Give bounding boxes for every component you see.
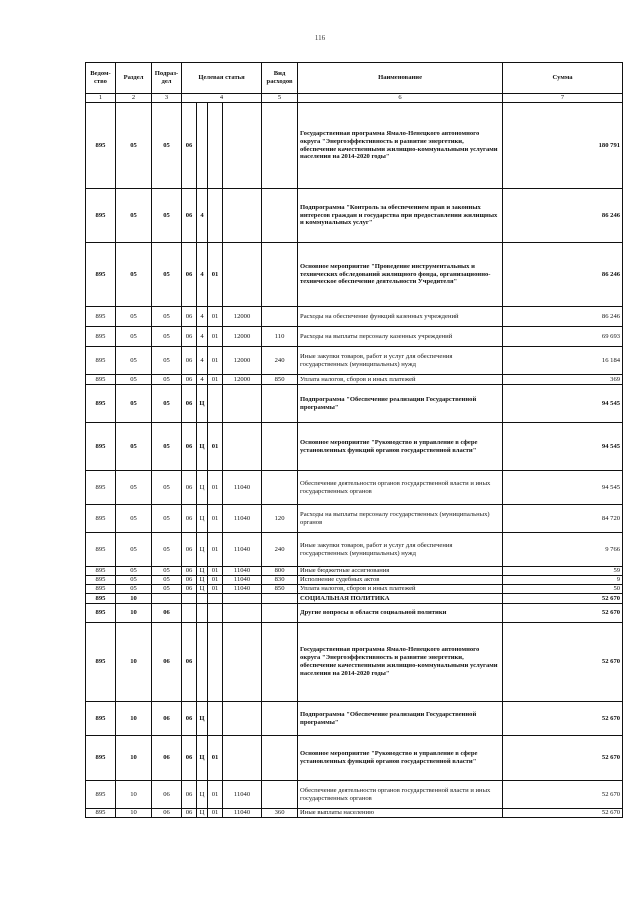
- cell-summa: 52 670: [503, 736, 623, 781]
- cell-razdel: 05: [116, 375, 152, 385]
- cell-target-program: 06: [182, 307, 197, 327]
- table-row: [86, 594, 623, 604]
- cell-podrazdel: 06: [152, 809, 182, 818]
- cell-summa: 52 670: [503, 809, 623, 818]
- cell-target-program: 06: [182, 702, 197, 736]
- cell-target-subprogram: Ц: [197, 505, 208, 533]
- cell-razdel: 05: [116, 347, 152, 375]
- cell-target-program: 06: [182, 576, 197, 585]
- cell-vedomstvo: 895: [86, 809, 116, 818]
- cell-podrazdel: 05: [152, 533, 182, 567]
- column-number: 1: [86, 94, 116, 103]
- cell-vedomstvo: 895: [86, 471, 116, 505]
- cell-target-subprogram: Ц: [197, 736, 208, 781]
- column-number: 6: [298, 94, 503, 103]
- table-row: [86, 809, 623, 818]
- cell-target-direction: 12000: [223, 307, 262, 327]
- cell-target-activity: 01: [208, 781, 223, 809]
- cell-target-program: [182, 604, 197, 623]
- column-number: 3: [152, 94, 182, 103]
- cell-vid-rashodov: [262, 385, 298, 423]
- cell-podrazdel: 06: [152, 736, 182, 781]
- cell-podrazdel: 05: [152, 585, 182, 594]
- cell-naimenovanie: Подпрограмма "Обеспечение реализации Государственной программы": [298, 702, 503, 736]
- cell-razdel: 05: [116, 189, 152, 243]
- cell-target-subprogram: Ц: [197, 471, 208, 505]
- cell-vedomstvo: 895: [86, 533, 116, 567]
- cell-target-activity: [208, 702, 223, 736]
- cell-vid-rashodov: [262, 103, 298, 189]
- page-number: 116: [314, 34, 326, 42]
- cell-target-activity: [208, 623, 223, 702]
- cell-summa: 180 791: [503, 103, 623, 189]
- table-row: [86, 736, 623, 781]
- cell-vedomstvo: 895: [86, 594, 116, 604]
- cell-razdel: 10: [116, 623, 152, 702]
- cell-target-direction: [223, 594, 262, 604]
- cell-vedomstvo: 895: [86, 375, 116, 385]
- cell-summa: 86 246: [503, 307, 623, 327]
- column-number: 5: [262, 94, 298, 103]
- header-summa: Сумма: [503, 63, 623, 94]
- cell-vedomstvo: 895: [86, 103, 116, 189]
- cell-vid-rashodov: 800: [262, 567, 298, 576]
- table-row: [86, 471, 623, 505]
- cell-vedomstvo: 895: [86, 423, 116, 471]
- cell-target-program: 06: [182, 385, 197, 423]
- table-row: [86, 623, 623, 702]
- header-celevaya-statya: Целевая статья: [182, 63, 262, 94]
- cell-target-subprogram: Ц: [197, 809, 208, 818]
- table-row: [86, 533, 623, 567]
- cell-razdel: 05: [116, 307, 152, 327]
- cell-target-subprogram: [197, 623, 208, 702]
- table-row: [86, 327, 623, 347]
- cell-vedomstvo: 895: [86, 702, 116, 736]
- cell-razdel: 05: [116, 576, 152, 585]
- cell-target-activity: 01: [208, 471, 223, 505]
- cell-target-activity: 01: [208, 533, 223, 567]
- cell-vid-rashodov: [262, 243, 298, 307]
- cell-razdel: 05: [116, 533, 152, 567]
- cell-naimenovanie: Уплата налогов, сборов и иных платежей: [298, 585, 503, 594]
- cell-target-direction: 11040: [223, 533, 262, 567]
- cell-naimenovanie: Иные бюджетные ассигнования: [298, 567, 503, 576]
- cell-target-activity: 01: [208, 505, 223, 533]
- cell-target-subprogram: Ц: [197, 702, 208, 736]
- cell-summa: 9 766: [503, 533, 623, 567]
- cell-target-activity: 01: [208, 585, 223, 594]
- cell-target-program: 06: [182, 585, 197, 594]
- cell-podrazdel: 05: [152, 505, 182, 533]
- cell-razdel: 10: [116, 736, 152, 781]
- cell-naimenovanie: Иные выплаты населению: [298, 809, 503, 818]
- cell-target-direction: [223, 702, 262, 736]
- table-row: [86, 307, 623, 327]
- cell-target-activity: [208, 385, 223, 423]
- cell-target-direction: 11040: [223, 471, 262, 505]
- cell-target-activity: [208, 604, 223, 623]
- cell-razdel: 05: [116, 385, 152, 423]
- cell-target-activity: 01: [208, 567, 223, 576]
- cell-vedomstvo: 895: [86, 327, 116, 347]
- cell-target-direction: 11040: [223, 809, 262, 818]
- cell-target-activity: [208, 103, 223, 189]
- table-row: [86, 375, 623, 385]
- cell-razdel: 05: [116, 423, 152, 471]
- cell-target-subprogram: Ц: [197, 423, 208, 471]
- cell-vid-rashodov: [262, 736, 298, 781]
- cell-podrazdel: 06: [152, 781, 182, 809]
- cell-target-program: 06: [182, 736, 197, 781]
- cell-target-direction: 12000: [223, 347, 262, 375]
- header-naimenovanie: Наименование: [298, 63, 503, 94]
- cell-naimenovanie: Подпрограмма "Контроль за обеспечением прав и законных интересов граждан и государства при предоставлении жилищных и коммунальных услуг": [298, 189, 503, 243]
- cell-podrazdel: 05: [152, 471, 182, 505]
- cell-target-program: 06: [182, 327, 197, 347]
- cell-target-program: 06: [182, 781, 197, 809]
- table-row: [86, 702, 623, 736]
- cell-target-program: 06: [182, 567, 197, 576]
- table-row: [86, 576, 623, 585]
- cell-vid-rashodov: 850: [262, 375, 298, 385]
- cell-target-program: 06: [182, 189, 197, 243]
- header-razdel: Раздел: [116, 63, 152, 94]
- table-row: [86, 103, 623, 189]
- cell-vid-rashodov: [262, 604, 298, 623]
- cell-target-direction: 12000: [223, 327, 262, 347]
- cell-target-direction: [223, 423, 262, 471]
- cell-vedomstvo: 895: [86, 307, 116, 327]
- cell-target-subprogram: 4: [197, 375, 208, 385]
- cell-target-direction: 11040: [223, 567, 262, 576]
- cell-target-program: 06: [182, 103, 197, 189]
- cell-vid-rashodov: [262, 623, 298, 702]
- cell-summa: 84 720: [503, 505, 623, 533]
- cell-target-program: 06: [182, 423, 197, 471]
- column-number: 7: [503, 94, 623, 103]
- cell-naimenovanie: Расходы на обеспечение функций казенных учреждений: [298, 307, 503, 327]
- cell-podrazdel: 06: [152, 702, 182, 736]
- cell-razdel: 05: [116, 505, 152, 533]
- cell-target-subprogram: 4: [197, 347, 208, 375]
- cell-summa: 52 670: [503, 781, 623, 809]
- cell-target-direction: 11040: [223, 585, 262, 594]
- table-row: [86, 505, 623, 533]
- table-row: [86, 385, 623, 423]
- cell-summa: 52 670: [503, 623, 623, 702]
- header-vid-rashodov: Вид расходов: [262, 63, 298, 94]
- cell-vid-rashodov: 360: [262, 809, 298, 818]
- cell-vedomstvo: 895: [86, 567, 116, 576]
- cell-summa: 50: [503, 585, 623, 594]
- cell-razdel: 05: [116, 567, 152, 576]
- cell-vid-rashodov: 110: [262, 327, 298, 347]
- cell-target-activity: 01: [208, 327, 223, 347]
- cell-target-activity: [208, 189, 223, 243]
- table-row: [86, 243, 623, 307]
- table-row: [86, 781, 623, 809]
- cell-vid-rashodov: 240: [262, 347, 298, 375]
- cell-podrazdel: 05: [152, 423, 182, 471]
- cell-vedomstvo: 895: [86, 604, 116, 623]
- cell-target-program: 06: [182, 471, 197, 505]
- cell-target-activity: 01: [208, 736, 223, 781]
- cell-target-program: 06: [182, 243, 197, 307]
- cell-target-program: [182, 594, 197, 604]
- cell-target-direction: 11040: [223, 576, 262, 585]
- cell-summa: 369: [503, 375, 623, 385]
- cell-razdel: 05: [116, 327, 152, 347]
- cell-target-activity: 01: [208, 307, 223, 327]
- budget-table: [85, 62, 623, 818]
- cell-podrazdel: 05: [152, 567, 182, 576]
- cell-summa: 94 545: [503, 471, 623, 505]
- cell-vedomstvo: 895: [86, 505, 116, 533]
- cell-razdel: 10: [116, 594, 152, 604]
- cell-target-subprogram: Ц: [197, 567, 208, 576]
- cell-naimenovanie: Иные закупки товаров, работ и услуг для обеспечения государственных (муниципальных) нужд: [298, 347, 503, 375]
- cell-naimenovanie: Исполнение судебных актов: [298, 576, 503, 585]
- cell-vid-rashodov: [262, 702, 298, 736]
- cell-summa: 94 545: [503, 423, 623, 471]
- table-row: [86, 347, 623, 375]
- cell-target-program: 06: [182, 347, 197, 375]
- cell-vedomstvo: 895: [86, 243, 116, 307]
- cell-target-subprogram: Ц: [197, 781, 208, 809]
- table-row: [86, 585, 623, 594]
- cell-target-activity: 01: [208, 809, 223, 818]
- cell-target-direction: 11040: [223, 505, 262, 533]
- cell-target-direction: 12000: [223, 375, 262, 385]
- cell-vedomstvo: 895: [86, 385, 116, 423]
- cell-razdel: 10: [116, 604, 152, 623]
- cell-target-direction: 11040: [223, 781, 262, 809]
- table-row: [86, 423, 623, 471]
- cell-podrazdel: 05: [152, 243, 182, 307]
- cell-vid-rashodov: [262, 471, 298, 505]
- cell-target-activity: 01: [208, 347, 223, 375]
- cell-naimenovanie: Иные закупки товаров, работ и услуг для обеспечения государственных (муниципальных) нужд: [298, 533, 503, 567]
- cell-podrazdel: [152, 594, 182, 604]
- cell-podrazdel: 05: [152, 103, 182, 189]
- cell-summa: 86 246: [503, 243, 623, 307]
- cell-target-program: 06: [182, 809, 197, 818]
- cell-summa: 9: [503, 576, 623, 585]
- cell-target-program: 06: [182, 623, 197, 702]
- cell-vid-rashodov: 120: [262, 505, 298, 533]
- cell-vid-rashodov: [262, 781, 298, 809]
- cell-target-activity: 01: [208, 423, 223, 471]
- cell-vid-rashodov: [262, 189, 298, 243]
- cell-target-subprogram: Ц: [197, 576, 208, 585]
- cell-target-direction: [223, 243, 262, 307]
- cell-vedomstvo: 895: [86, 576, 116, 585]
- cell-summa: 16 184: [503, 347, 623, 375]
- table-row: [86, 604, 623, 623]
- cell-target-subprogram: 4: [197, 243, 208, 307]
- cell-naimenovanie: Обеспечение деятельности органов государственной власти и иных государственных органов: [298, 781, 503, 809]
- cell-naimenovanie: Государственная программа Ямало-Ненецкого автономного округа "Энергоэффективность и развитие энергетики, обеспечение качественными жилищно-коммунальными услугами населения на 2014-2020 годы": [298, 623, 503, 702]
- cell-summa: 94 545: [503, 385, 623, 423]
- cell-podrazdel: 06: [152, 604, 182, 623]
- cell-vedomstvo: 895: [86, 347, 116, 375]
- cell-razdel: 05: [116, 585, 152, 594]
- cell-vid-rashodov: [262, 307, 298, 327]
- column-number: 2: [116, 94, 152, 103]
- cell-summa: 52 670: [503, 702, 623, 736]
- cell-podrazdel: 06: [152, 623, 182, 702]
- cell-target-direction: [223, 189, 262, 243]
- cell-razdel: 10: [116, 702, 152, 736]
- cell-target-subprogram: 4: [197, 189, 208, 243]
- cell-target-subprogram: [197, 594, 208, 604]
- cell-summa: 52 670: [503, 594, 623, 604]
- cell-target-activity: 01: [208, 243, 223, 307]
- cell-naimenovanie: Основное мероприятие "Руководство и управление в сфере установленных функций органов государственной власти": [298, 736, 503, 781]
- cell-target-direction: [223, 623, 262, 702]
- column-number-row: [86, 94, 623, 103]
- header-podrazdel: Подраз- дел: [152, 63, 182, 94]
- cell-podrazdel: 05: [152, 576, 182, 585]
- cell-naimenovanie: Обеспечение деятельности органов государственной власти и иных государственных органов: [298, 471, 503, 505]
- cell-target-program: 06: [182, 505, 197, 533]
- cell-vid-rashodov: 240: [262, 533, 298, 567]
- cell-vedomstvo: 895: [86, 623, 116, 702]
- cell-naimenovanie: Подпрограмма "Обеспечение реализации Государственной программы": [298, 385, 503, 423]
- cell-naimenovanie: Основное мероприятие "Руководство и управление в сфере установленных функций органов государственной власти": [298, 423, 503, 471]
- cell-razdel: 10: [116, 781, 152, 809]
- header-vedomstvo: Ведом- ство: [86, 63, 116, 94]
- cell-target-activity: [208, 594, 223, 604]
- cell-target-subprogram: Ц: [197, 533, 208, 567]
- cell-podrazdel: 05: [152, 375, 182, 385]
- cell-podrazdel: 05: [152, 385, 182, 423]
- cell-target-subprogram: Ц: [197, 385, 208, 423]
- column-number: 4: [182, 94, 262, 103]
- cell-vid-rashodov: [262, 423, 298, 471]
- cell-target-direction: [223, 103, 262, 189]
- cell-naimenovanie: Государственная программа Ямало-Ненецкого автономного округа "Энергоэффективность и развитие энергетики, обеспечение качественными жилищно-коммунальными услугами населения на 2014-2020 годы": [298, 103, 503, 189]
- cell-target-program: 06: [182, 375, 197, 385]
- cell-target-subprogram: 4: [197, 307, 208, 327]
- cell-naimenovanie: Расходы на выплаты персоналу государственных (муниципальных) органов: [298, 505, 503, 533]
- cell-target-activity: 01: [208, 576, 223, 585]
- cell-vedomstvo: 895: [86, 189, 116, 243]
- cell-naimenovanie: СОЦИАЛЬНАЯ ПОЛИТИКА: [298, 594, 503, 604]
- cell-summa: 59: [503, 567, 623, 576]
- table-row: [86, 189, 623, 243]
- cell-target-subprogram: [197, 103, 208, 189]
- cell-razdel: 10: [116, 809, 152, 818]
- cell-vedomstvo: 895: [86, 585, 116, 594]
- cell-naimenovanie: Расходы на выплаты персоналу казенных учреждений: [298, 327, 503, 347]
- cell-target-direction: [223, 604, 262, 623]
- cell-target-subprogram: [197, 604, 208, 623]
- cell-podrazdel: 05: [152, 307, 182, 327]
- cell-podrazdel: 05: [152, 189, 182, 243]
- cell-podrazdel: 05: [152, 347, 182, 375]
- cell-target-program: 06: [182, 533, 197, 567]
- cell-naimenovanie: Другие вопросы в области социальной политики: [298, 604, 503, 623]
- cell-naimenovanie: Уплата налогов, сборов и иных платежей: [298, 375, 503, 385]
- cell-vid-rashodov: 850: [262, 585, 298, 594]
- cell-vid-rashodov: 830: [262, 576, 298, 585]
- cell-vedomstvo: 895: [86, 736, 116, 781]
- cell-razdel: 05: [116, 103, 152, 189]
- cell-target-activity: 01: [208, 375, 223, 385]
- cell-vedomstvo: 895: [86, 781, 116, 809]
- cell-target-subprogram: 4: [197, 327, 208, 347]
- cell-target-subprogram: Ц: [197, 585, 208, 594]
- cell-summa: 69 693: [503, 327, 623, 347]
- table-row: [86, 567, 623, 576]
- cell-razdel: 05: [116, 471, 152, 505]
- cell-target-direction: [223, 736, 262, 781]
- cell-podrazdel: 05: [152, 327, 182, 347]
- cell-summa: 52 670: [503, 604, 623, 623]
- cell-razdel: 05: [116, 243, 152, 307]
- cell-naimenovanie: Основное мероприятие "Проведение инструментальных и технических обследований жилищного фонда, организационно-техническое обеспечение деятельности Учредителя": [298, 243, 503, 307]
- cell-summa: 86 246: [503, 189, 623, 243]
- table-body: [86, 103, 623, 818]
- cell-vid-rashodov: [262, 594, 298, 604]
- cell-target-direction: [223, 385, 262, 423]
